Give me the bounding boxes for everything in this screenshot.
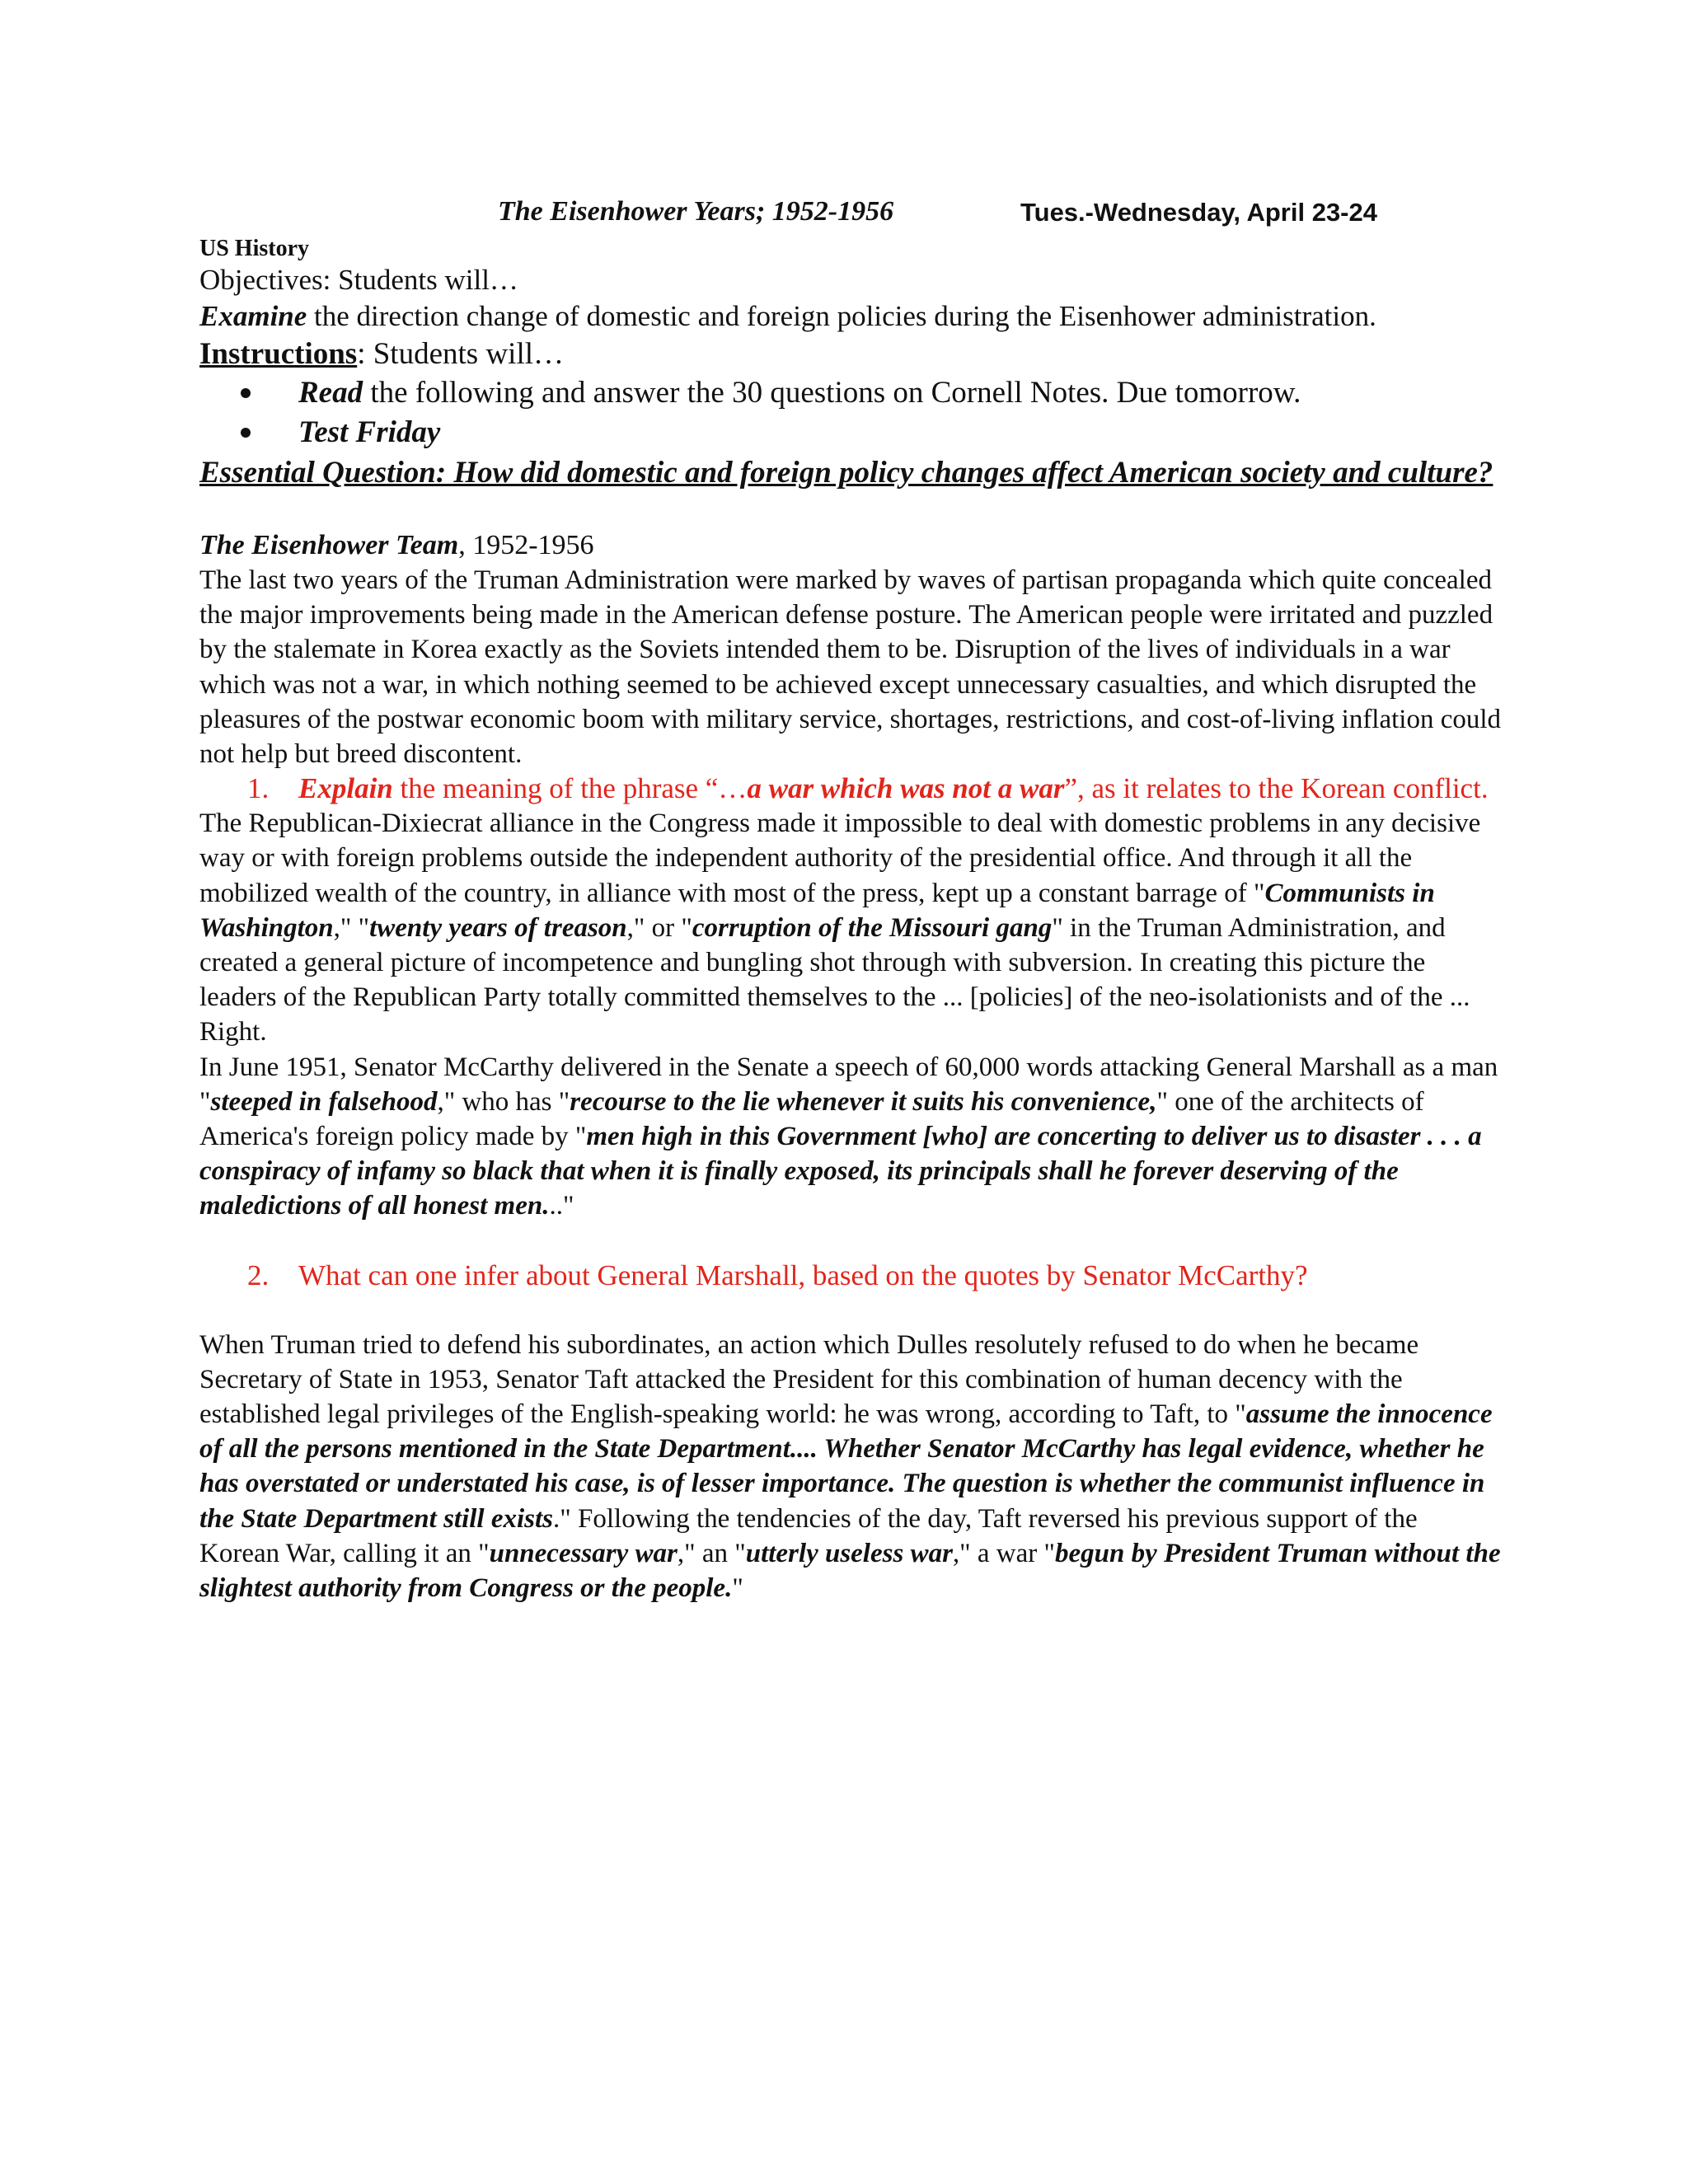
paragraph: The last two years of the Truman Administration were marked by waves of partisan propaganda which quite concealed the major improvements being made in the American defense posture. The American people were irritated and puzzled by the stalemate in Korea exactly as the Soviets intended them to be. Disruption of the lives of individuals in a war which was not a war, in which nothing seemed to be achieved except unnecessary casualties, and which disrupted the pleasures of the postwar economic boom with military service, shortages, restrictions, and cost-of-living inflation could not help but breed discontent. [199,565,1502,770]
paragraph-text: " one of the architects of America's foreign policy made by " [199,1086,1424,1152]
quote-text: twenty years of treason [369,912,627,943]
instruction-verb: Read [298,376,363,410]
document-body [199,235,1502,1605]
instructions-text: : Students will… [357,337,565,371]
quote-text: utterly useless war [745,1538,953,1568]
paragraph-text: .." [549,1191,574,1221]
objectives-heading: Objectives: Students will… [199,264,518,296]
quote-text: corruption of the Missouri gang [692,912,1053,943]
objective-statement [199,298,1502,335]
paragraph-text: ," an " [677,1538,746,1568]
instruction-item [298,373,1502,413]
paragraph-text: ." Following the tendencies of the day, Taft reversed his previous support of the Korean War, calling it an " [199,1503,1418,1568]
paragraph [199,1328,1502,1606]
question-text: the meaning of the phrase “… [392,772,748,805]
subject-label: US History [199,236,309,261]
section-years: , 1952-1956 [458,530,594,560]
section-title: The Eisenhower Team [199,530,459,560]
instructions-list [199,373,1502,452]
question-1 [199,771,1502,806]
question-quote: a war which was not a war [747,772,1065,805]
instructions-label: Instructions [199,337,358,371]
quote-text: men high in this Government [who] are concerting to deliver us to disaster . . . a conspiracy of infamy so black that when it is finally exposed, its principals shall he forever deserving of the maledictions of all honest men. [199,1122,1482,1221]
paragraph-text: ," or " [626,912,692,943]
objective-text: the direction change of domestic and foreign policies during the Eisenhower administration. [307,300,1376,332]
instruction-verb: Test Friday [298,415,441,449]
question-text: What can one infer about General Marshall, based on the quotes by Senator McCarthy? [298,1258,1308,1291]
instructions-heading [199,335,1502,373]
paragraph-text: ," who has " [437,1086,570,1117]
quote-text: unnecessary war [489,1538,678,1568]
paragraph [199,1050,1502,1224]
question-text: ”, as it relates to the Korean conflict. [1064,772,1489,805]
lesson-date: Tues.-Wednesday, April 23-24 [1020,198,1377,227]
instruction-text: the following and answer the 30 questions on Cornell Notes. Due tomorrow. [363,376,1301,410]
paragraph-text: ," a war " [952,1538,1055,1568]
paragraph-text: ," " [333,912,370,943]
quote-text: assume the innocence of all the persons mentioned in the State Department.... Whether Senator McCarthy has legal evidence, whether he has overstated or understated his case, is of lesser importance. The question is whether the communist influence in the State Department still exists [199,1399,1493,1534]
quote-text: begun by President Truman without the slightest authority from Congress or the people. [199,1538,1501,1604]
quote-text: steeped in falsehood [210,1086,438,1117]
question-2 [199,1258,1502,1293]
document-title: The Eisenhower Years; 1952-1956 [498,196,894,227]
essential-question: Essential Question: How did domestic and foreign policy changes affect American society and culture? [199,456,1493,490]
quote-text: recourse to the lie whenever it suits his convenience, [570,1086,1157,1117]
question-verb: Explain [298,772,393,805]
objective-verb: Examine [199,300,307,332]
paragraph-text: " in the Truman Administration, and created a general picture of incompetence and bungling shot through with subversion. In creating this picture the leaders of the Republican Party totally committed themselves to the ... [policies] of the neo-isolationists and of the ... Right. [199,912,1470,1047]
question-number: 2. [247,1258,270,1291]
title-row [0,196,1688,237]
question-number: 1. [247,772,270,805]
paragraph-text: In June 1951, Senator McCarthy delivered in the Senate a speech of 60,000 words attacking General Marshall as a man " [199,1052,1498,1117]
quote-text: Communists in Washington [199,878,1435,943]
paragraph-text: When Truman tried to defend his subordinates, an action which Dulles resolutely refused to do when he became Secretary of State in 1953, Senator Taft attacked the President for this combination of human decency with the established legal privileges of the English-speaking world: he was wrong, according to Taft, to " [199,1329,1419,1430]
section-heading [199,528,1502,563]
paragraph [199,806,1502,1049]
paragraph-text: " [732,1573,743,1604]
instruction-item [298,413,1502,452]
paragraph-text: The Republican-Dixiecrat alliance in the Congress made it impossible to deal with domestic problems in any decisive way or with foreign problems outside the independent authority of the presidential office. And through it all the mobilized wealth of the country, in alliance with most of the press, kept up a constant barrage of " [199,808,1481,908]
